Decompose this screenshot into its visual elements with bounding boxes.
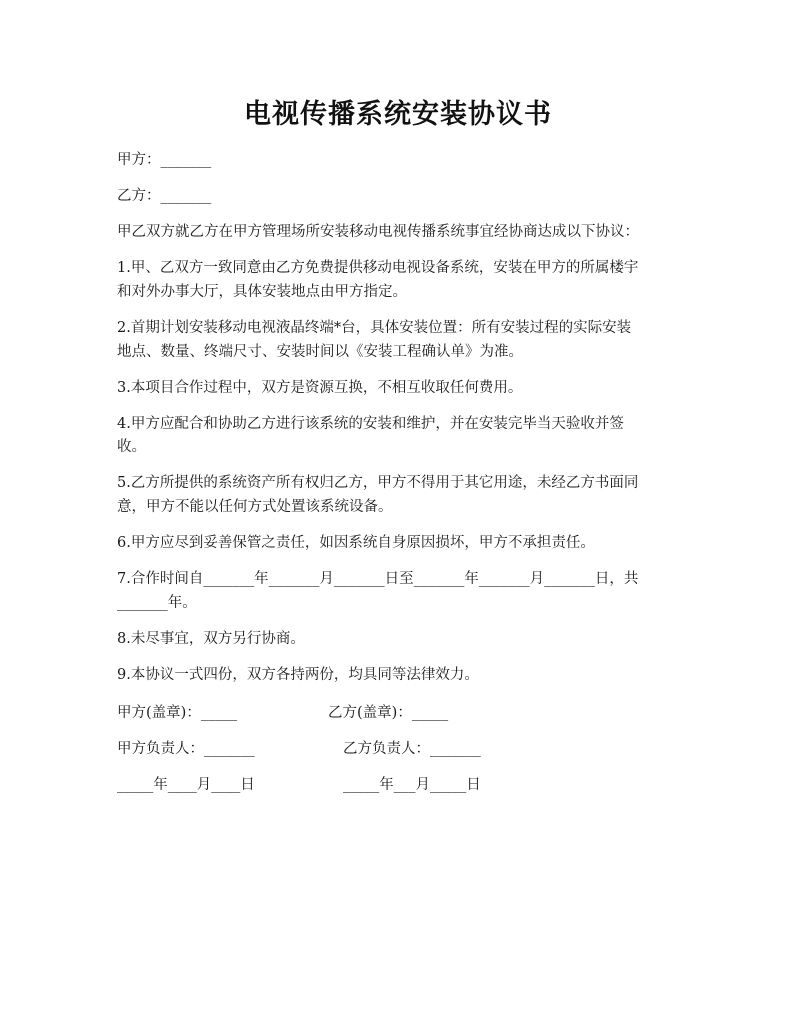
clause-1-line-2: 和对外办事大厅，具体安装地点由甲方指定。 [117,284,407,300]
clause-4-line-1: 4.甲方应配合和协助乙方进行该系统的安装和维护，并在安装完毕当天验收并签 [117,416,624,432]
date-a: _____年____月____日 [117,777,255,793]
clause-9-line-1: 9.本协议一式四份，双方各持两份，均具同等法律效力。 [117,667,479,683]
clause-5-line-2: 意，甲方不能以任何方式处置该系统设备。 [117,499,393,515]
representative-b: 乙方负责人：_______ [343,741,481,757]
clause-4-line-2: 收。 [117,439,146,455]
document-title: 电视传播系统安装协议书 [244,99,552,130]
clause-3-line-1: 3.本项目合作过程中，双方是资源互换，不相互收取任何费用。 [117,380,523,396]
seal-a: 甲方(盖章)：_____ [117,705,238,721]
date-b: _____年___月_____日 [343,777,481,793]
clause-7-line-1: 7.合作时间自_______年_______月_______日至_______年_______月_______日，共 [117,571,639,587]
representative-a: 甲方负责人：_______ [117,741,255,757]
clause-7-line-2: _______年。 [117,595,197,611]
clause-2-line-2: 地点、数量、终端尺寸、安装时间以《安装工程确认单》为准。 [117,344,523,360]
party-a-line: 甲方：_______ [117,152,212,168]
clause-1-line-1: 1.甲、乙双方一致同意由乙方免费提供移动电视设备系统，安装在甲方的所属楼宇 [117,260,639,276]
clause-6-line-1: 6.甲方应尽到妥善保管之责任，如因系统自身原因损坏，甲方不承担责任。 [117,535,595,551]
clause-5-line-1: 5.乙方所提供的系统资产所有权归乙方，甲方不得用于其它用途，未经乙方书面同 [117,475,639,491]
intro-paragraph: 甲乙双方就乙方在甲方管理场所安装移动电视传播系统事宜经协商达成以下协议： [117,224,639,240]
party-b-line: 乙方：_______ [117,188,212,204]
clause-2-line-1: 2.首期计划安装移动电视液晶终端*台，具体安装位置：所有安装过程的实际安装 [117,320,632,336]
seal-b: 乙方(盖章)：_____ [328,705,449,721]
clause-8-line-1: 8.未尽事宜，双方另行协商。 [117,631,305,647]
